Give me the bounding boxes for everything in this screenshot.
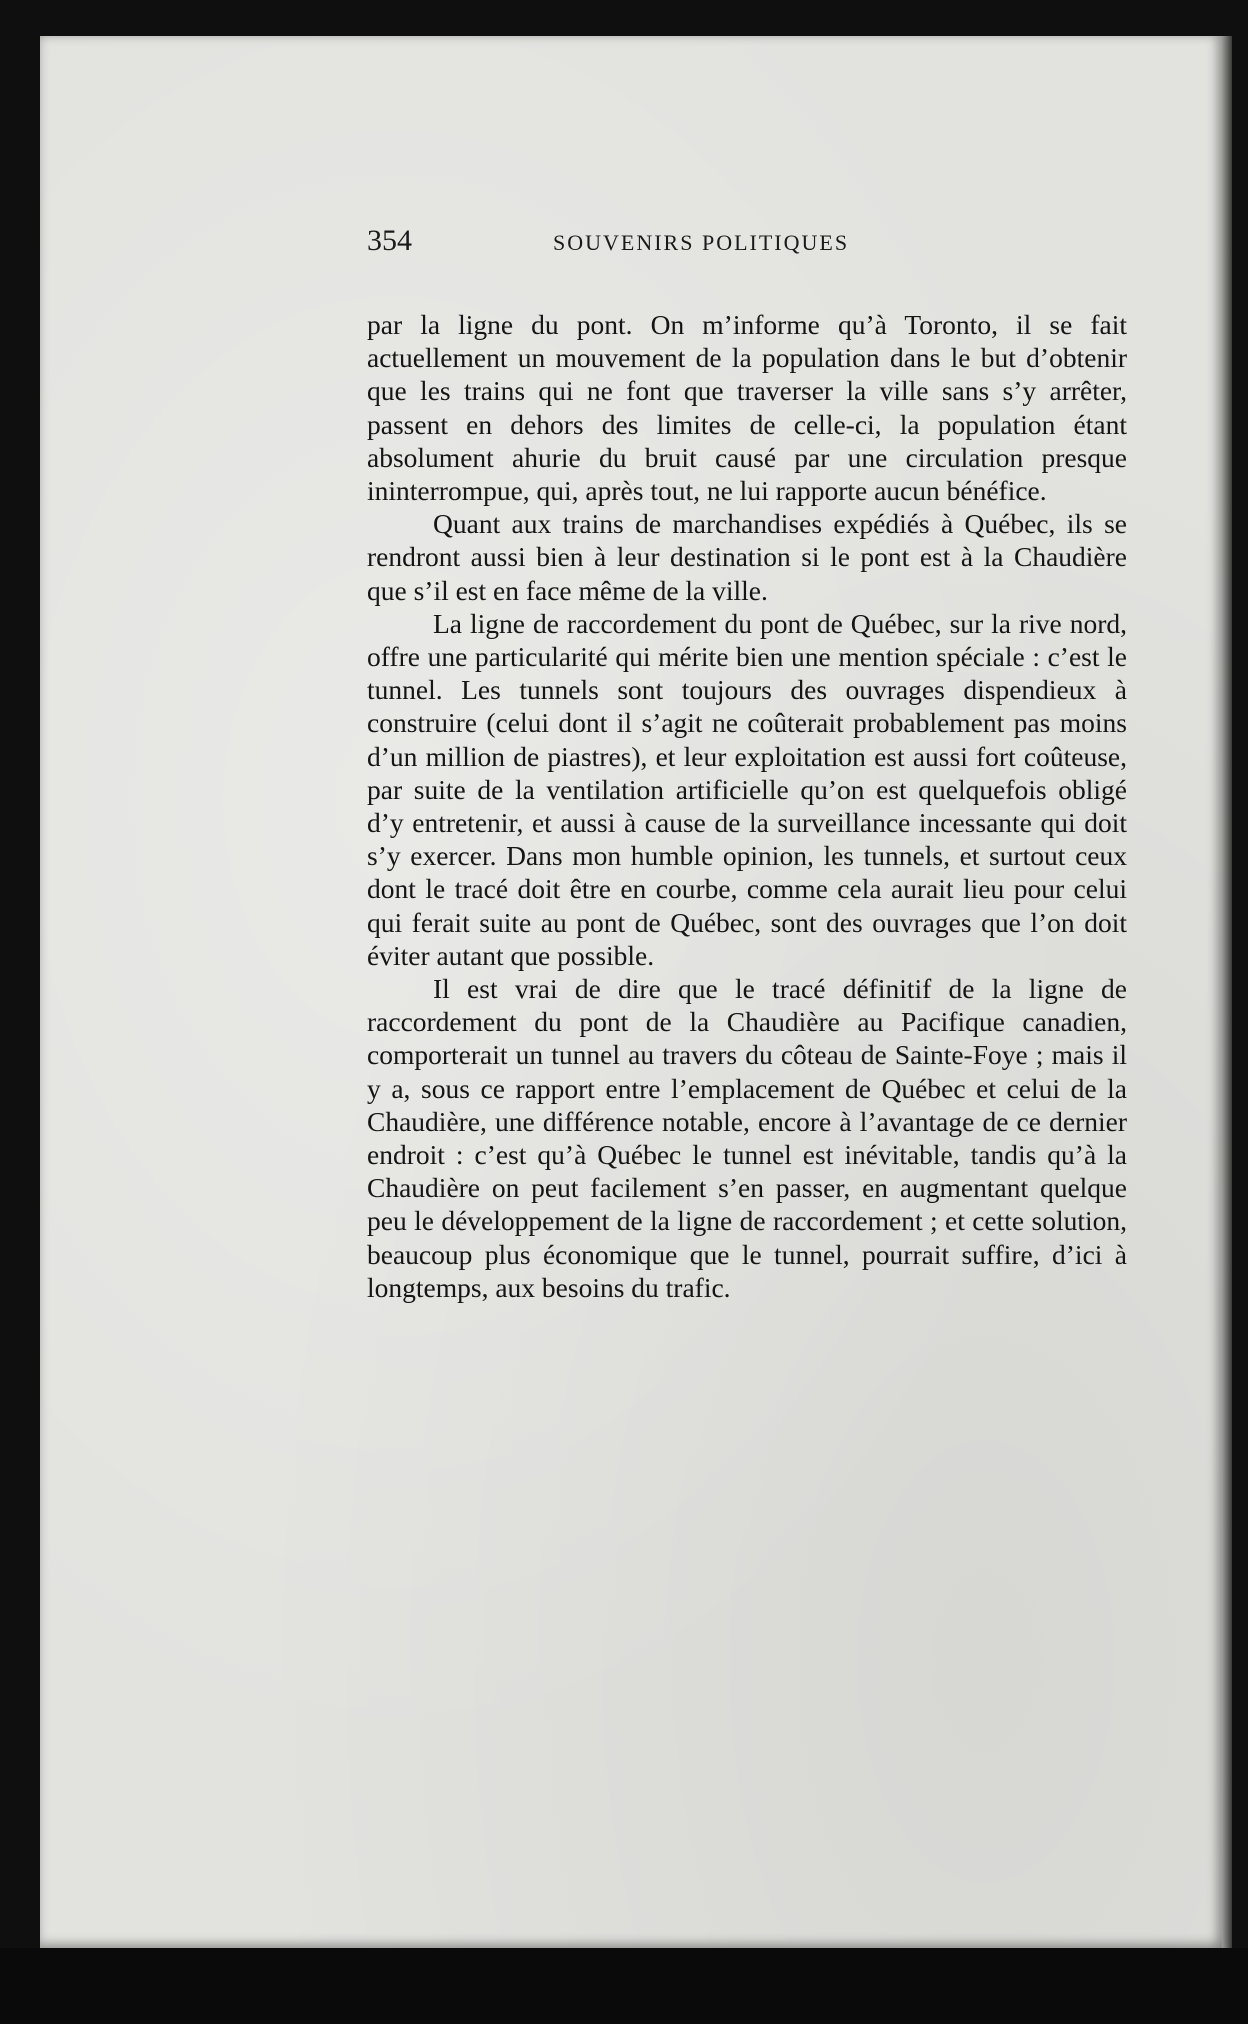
- body-text: [367, 308, 1127, 1304]
- page-header: [367, 224, 1137, 268]
- running-title: SOUVENIRS POLITIQUES: [553, 230, 850, 255]
- paragraph-1: par la ligne du pont. On m’informe qu’à Toronto, il se fait actuellement un mouvement de la population dans le but d’obtenir que les trains qui ne font que traverser la ville sans s’y arrêter, passent en dehors des limites de celle-ci, la population étant absolument ahurie du bruit causé par une circulation presque ininterrompue, qui, après tout, ne lui rapporte aucun bénéfice.: [367, 309, 1127, 507]
- paragraph-3: La ligne de raccordement du pont de Québec, sur la rive nord, offre une particularité qui mérite bien une mention spéciale : c’est le tunnel. Les tunnels sont toujours des ouvrages dispendieux à construire (celui dont il s’agit ne coûterait probablement pas moins d’un million de piastres), et leur exploitation est aussi fort coûteuse, par suite de la ventilation artificielle qu’on est quelquefois obligé d’y entretenir, et aussi à cause de la surveillance incessante qui doit s’y exercer. Dans mon humble opinion, les tunnels, et surtout ceux dont le tracé doit être en courbe, comme cela aurait lieu pour celui qui ferait suite au pont de Québec, sont des ouvrages que l’on doit éviter autant que possible.: [367, 607, 1127, 971]
- page-number: 354: [367, 224, 412, 257]
- scan-bottom-border: [0, 1948, 1248, 2024]
- paragraph-2: Quant aux trains de marchandises expédiés à Québec, ils se rendront aussi bien à leur destination si le pont est à la Chaudière que s’il est en face même de la ville.: [367, 508, 1127, 606]
- page-edge-shadow: [1222, 36, 1232, 1948]
- paragraph-4: Il est vrai de dire que le tracé définitif de la ligne de raccordement du pont de la Chaudière au Pacifique canadien, comporterait un tunnel au travers du côteau de Sainte-Foye ; mais il y a, sous ce rapport entre l’emplacement de Québec et celui de la Chaudière, une différence notable, encore à l’avantage de ce dernier endroit : c’est qu’à Québec le tunnel est inévitable, tandis qu’à la Chaudière on peut facilement s’en passer, en augmentant quelque peu le développement de la ligne de raccordement ; et cette solution, beaucoup plus économique que le tunnel, pourrait suffire, d’ici à longtemps, aux besoins du trafic.: [367, 973, 1127, 1303]
